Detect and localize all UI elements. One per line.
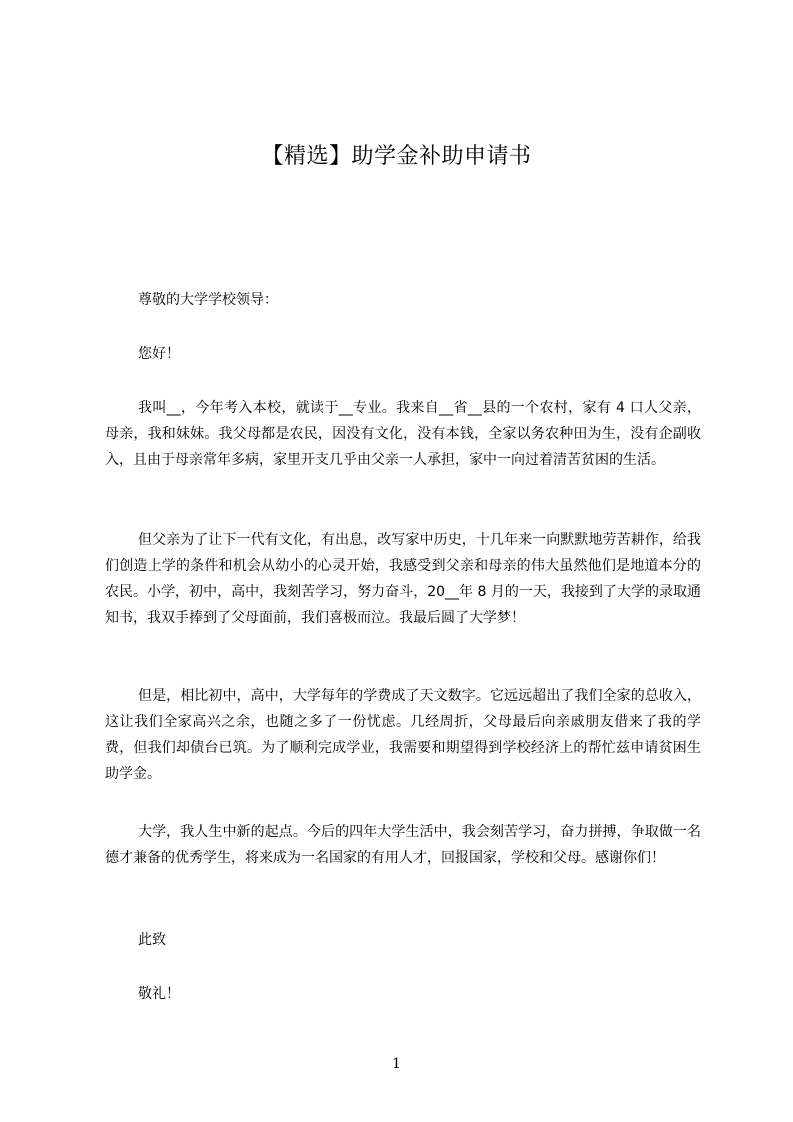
- salutation: 尊敬的大学学校领导：: [138, 292, 278, 308]
- body-paragraph-2: 但父亲为了让下一代有文化，有出息，改写家中历史，十几年来一向默默地劳苦耕作，给我们创造上学的条件和机会从幼小的心灵开始，我感受到父亲和母亲的伟大虽然他们是地道本分的农民。小学，初中，高中，我刻苦学习，努力奋斗，20__年 8 月的一天，我接到了大学的录取通知书，我双手捧到了父母面前，我们喜极而泣。我最后圆了大学梦！: [105, 532, 701, 626]
- greeting: 您好！: [138, 346, 180, 362]
- body-paragraph-3: 但是，相比初中，高中，大学每年的学费成了天文数字。它远远超出了我们全家的总收入，这让我们全家高兴之余，也随之多了一份忧虑。几经周折，父母最后向亲戚朋友借来了我的学费，但我们却债台已筑。为了顺利完成学业，我需要和期望得到学校经济上的帮忙兹申请贫困生助学金。: [105, 688, 701, 782]
- closing-line-1: 此致: [138, 932, 166, 948]
- document-title: 【精选】助学金补助申请书: [261, 144, 532, 169]
- closing-line-2: 敬礼！: [138, 986, 180, 1002]
- page-number: 1: [392, 1056, 401, 1072]
- body-paragraph-4: 大学，我人生中新的起点。今后的四年大学生活中，我会刻苦学习，奋力拼搏，争取做一名德才兼备的优秀学生，将来成为一名国家的有用人才，回报国家，学校和父母。感谢你们！: [105, 824, 701, 866]
- body-paragraph-1: 我叫__，今年考入本校，就读于__专业。我来自__省__县的一个农村，家有 4 口人父亲，母亲，我和妹妹。我父母都是农民，因没有文化，没有本钱，全家以务农种田为生，没有企副收入，且由于母亲常年多病，家里开支几乎由父亲一人承担，家中一向过着清苦贫困的生活。: [105, 400, 701, 468]
